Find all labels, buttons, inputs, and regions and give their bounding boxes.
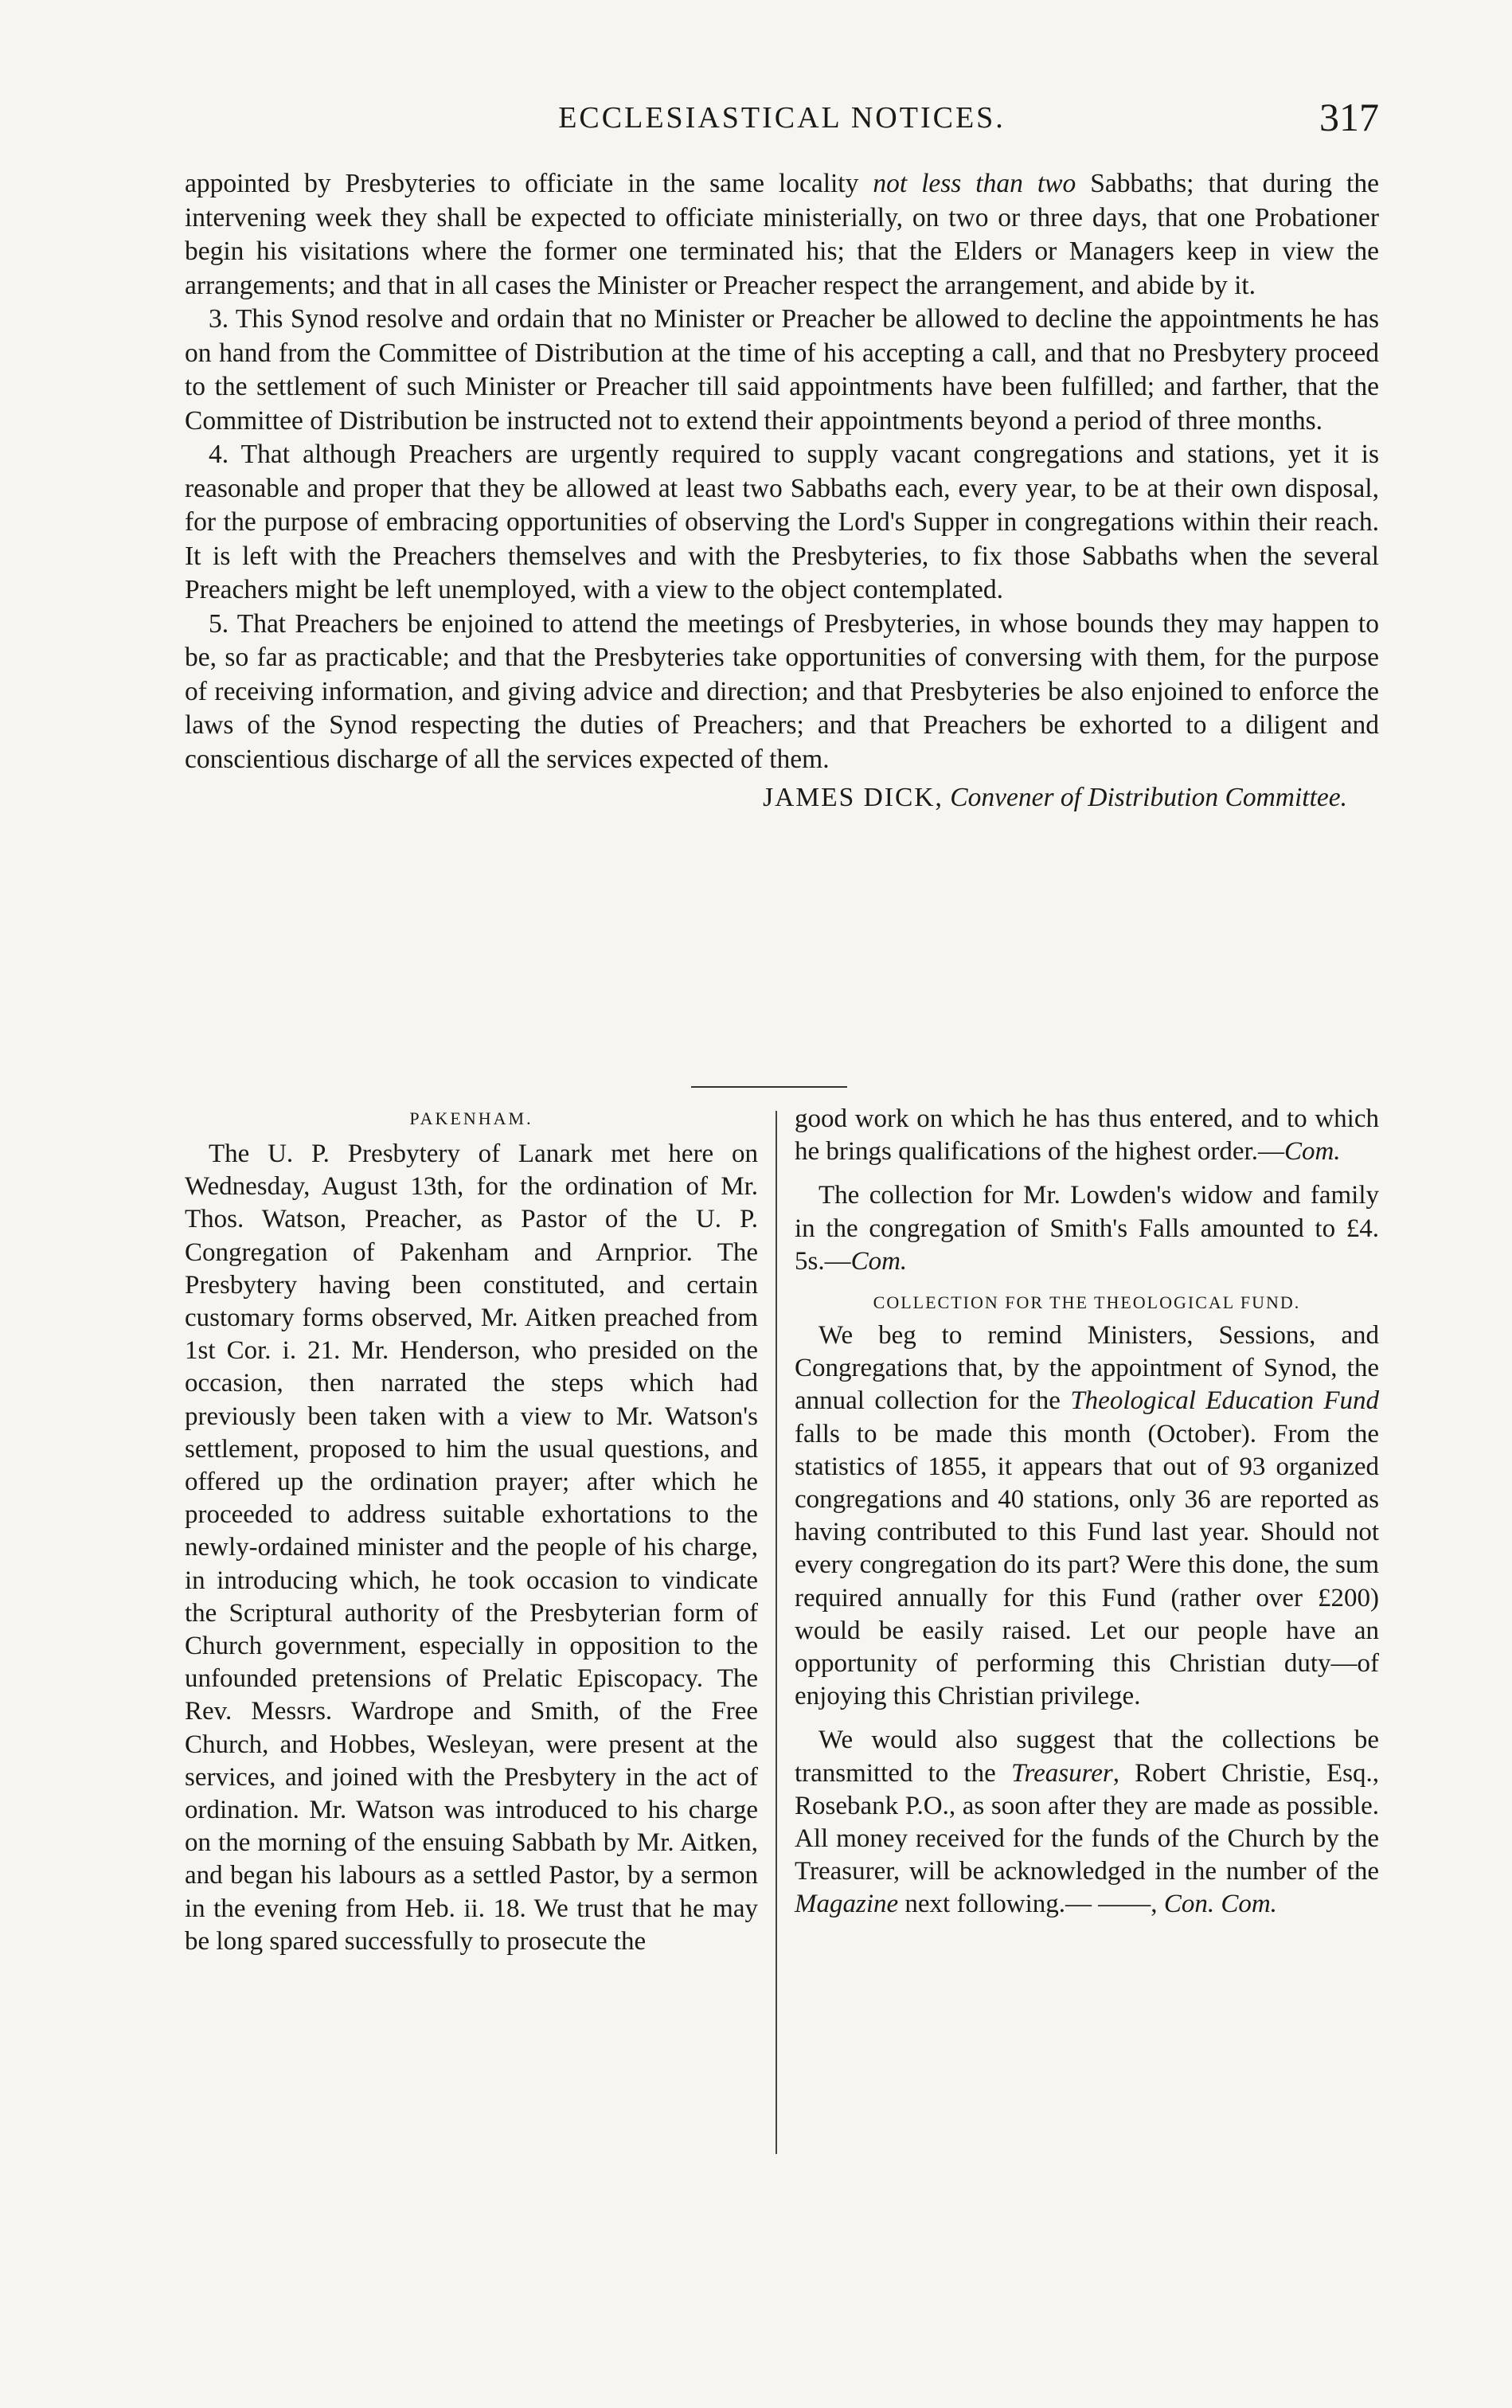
left-column: [185, 1103, 758, 1958]
sug-text-b: , Robert Christie, Esq., Rosebank P.O., as soon after they are made as possible. All money received for the funds of the Church by the Treasurer, will be acknowledged in the number of the: [795, 1758, 1380, 1886]
synod-regulations: [185, 167, 1379, 815]
right-column: [795, 1103, 1379, 1921]
treasurer-notice: [795, 1724, 1379, 1921]
running-head: [185, 94, 1379, 150]
paragraph-3: 3. This Synod resolve and ordain that no Minister or Preacher be allowed to decline the appointments he has on hand from the Committee of Distribution at the time of his accepting a call, and that no Presbytery proceed to the settlement of such Minister or Preacher till said appointments have been fulfilled; and farther, that the Committee of Distribution be instructed not to extend their appointments beyond a period of three months.: [185, 304, 1379, 436]
spacer: [795, 1713, 1379, 1724]
lowden-text: The collection for Mr. Lowden's widow and family in the congregation of Smith's Falls amounted to £4. 5s.—: [795, 1181, 1379, 1276]
section-rule: [691, 1086, 847, 1088]
running-title: ECCLESIASTICAL NOTICES.: [558, 101, 1006, 135]
lowden-collection: [795, 1179, 1379, 1278]
theological-fund-body: [795, 1319, 1379, 1713]
signature-title: Convener of Distribution Committee.: [950, 783, 1347, 812]
pakenham-heading: PAKENHAM.: [409, 1108, 533, 1128]
page-number: 317: [1319, 95, 1379, 139]
theological-fund-heading: COLLECTION FOR THE THEOLOGICAL FUND.: [873, 1292, 1301, 1313]
p1-text-a: appointed by Presbyteries to officiate in the same locality: [185, 169, 873, 198]
paragraph-4: 4. That although Preachers are urgently required to supply vacant congregations and stations, yet it is reasonable and proper that they be allowed at least two Sabbaths each, every year, to be at their own disposal, for the purpose of embracing opportunities of observing the Lord's Supper in congregations within their reach. It is left with the Preachers themselves and with the Presbyteries, to fix those Sabbaths when the several Preachers might be left unemployed, with a view to the object contemplated.: [185, 440, 1379, 604]
sug-magazine: Magazine: [795, 1890, 899, 1919]
spacer: [795, 1168, 1379, 1179]
paragraph-2-continued: [185, 167, 1379, 303]
pakenham-continued-text: good work on which he has thus entered, and to which he brings qualifications of the highest order.—: [795, 1104, 1379, 1167]
fund-text-a: We beg to remind Ministers, Sessions, and Congregations that, by the appointment of Synod, the annual collection for the: [795, 1321, 1379, 1416]
sug-text-a: We would also suggest that the collections be transmitted to the: [795, 1726, 1379, 1788]
p1-text-b: Sabbaths; that during the intervening week they shall be expected to officiate ministerially, on two or three days, that one Probationer begin his visitations where the former one terminated his; that the Elders or Managers keep in view the arrangements; and that in all cases the Minister or Preacher respect the arrangement, and abide by it.: [185, 169, 1379, 300]
sug-text-c: next following.— ——,: [898, 1890, 1164, 1919]
sug-signature: Con. Com.: [1163, 1890, 1277, 1919]
signature: [185, 781, 1379, 815]
pakenham-continued-sig: Com.: [1283, 1137, 1341, 1167]
pakenham-continued: [795, 1103, 1379, 1168]
pakenham-body: The U. P. Presbytery of Lanark met here on Wednesday, August 13th, for the ordination of Mr. Thos. Watson, Preacher, as Pastor of the U. P. Congregation of Pakenham and Arnprior. The Presbytery having been constituted, and certain customary forms observed, Mr. Aitken preached from 1st Cor. i. 21. Mr. Henderson, who presided on the occasion, then narrated the steps which had previously been taken with a view to Mr. Watson's settlement, proposed to him the usual questions, and offered up the ordination prayer; after which he proceeded to address suitable exhortations to the newly-ordained minister and the people of his charge, in introducing which, he took occasion to vindicate the Scriptural authority of the Presbyterian form of Church government, especially in opposition to the unfounded pretensions of Prelatic Episcopacy. The Rev. Messrs. Wardrope and Smith, of the Free Church, and Hobbes, Wesleyan, were present at the services, and joined with the Presbytery in the act of ordination. Mr. Watson was introduced to his charge on the morning of the ensuing Sabbath by Mr. Aitken, and began his labours as a settled Pastor, by a sermon in the evening from Heb. ii. 18. We trust that he may be long spared successfully to prosecute the: [185, 1140, 758, 1956]
paragraph-5: 5. That Preachers be enjoined to attend the meetings of Presbyteries, in whose bounds they may happen to be, so far as practicable; and that the Presbyteries take opportunities of conversing with them, for the purpose of receiving information, and giving advice and direction; and that Presbyteries be also enjoined to enforce the laws of the Synod respecting the duties of Preachers; and that Preachers be exhorted to a diligent and conscientious discharge of all the services expected of them.: [185, 608, 1379, 774]
sug-treasurer: Treasurer: [1010, 1758, 1113, 1788]
fund-text-b: falls to be made this month (October). From the statistics of 1855, it appears that out of 93 organized congregations and 40 stations, only 36 are reported as having contributed to this Fund last year. Should not every congregation do its part? Were this done, the sum required annually for this Fund (rather over £200) would be easily raised. Let our people have an opportunity of performing this Christian duty—of enjoying this Christian privilege.: [795, 1419, 1379, 1711]
p1-emphasis: not less than two: [873, 169, 1076, 198]
lowden-sig: Com.: [850, 1246, 908, 1276]
fund-name: Theological Education Fund: [1070, 1386, 1380, 1416]
column-divider: [776, 1111, 777, 2154]
signature-name: JAMES DICK,: [763, 783, 944, 812]
